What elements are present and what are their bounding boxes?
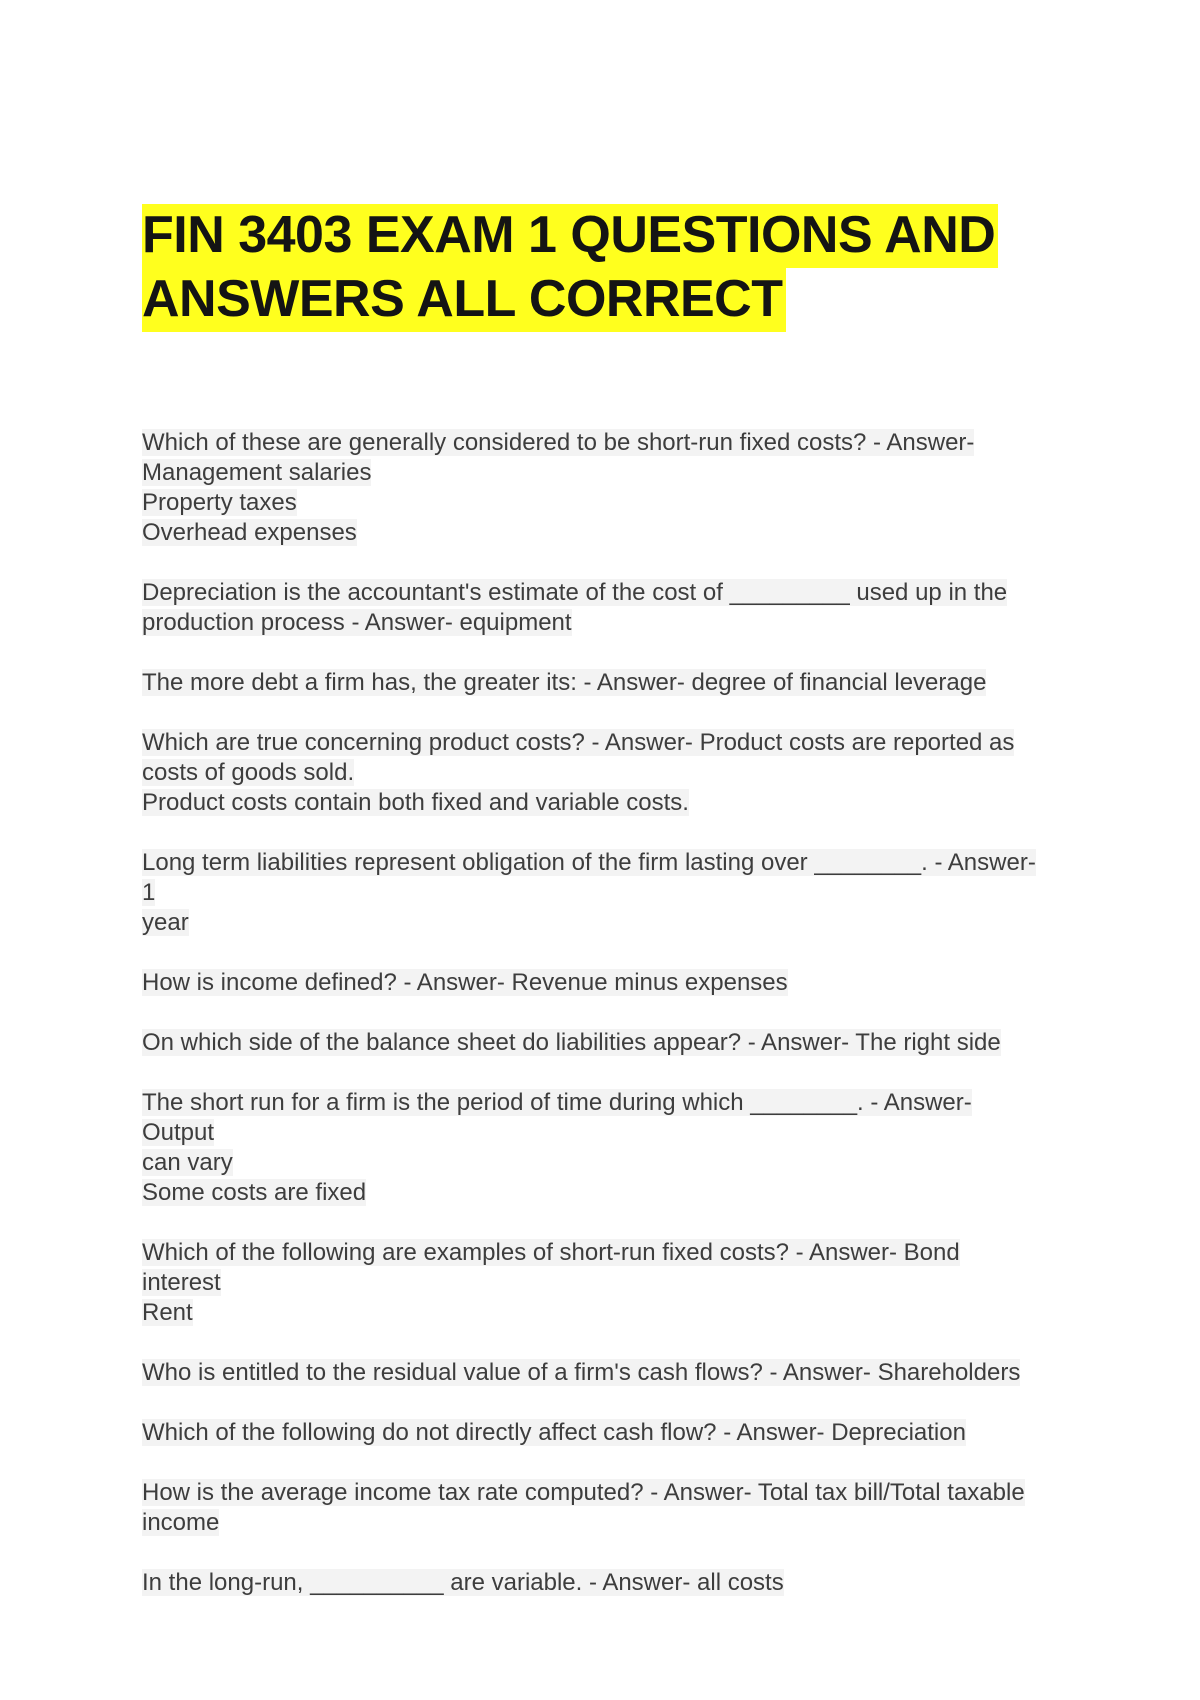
qa-item (142, 578, 1042, 638)
qa-item (142, 848, 1042, 938)
qa-text: Depreciation is the accountant's estimate of the cost of _________ used up in the production process - Answer- equipment (142, 579, 1008, 636)
qa-text: How is the average income tax rate computed? - Answer- Total tax bill/Total taxable income (142, 1479, 1025, 1536)
qa-text: On which side of the balance sheet do liabilities appear? - Answer- The right side (142, 1029, 1001, 1056)
question-answer-list (142, 428, 1042, 1628)
qa-item (142, 1568, 1042, 1598)
qa-item (142, 968, 1042, 998)
qa-item (142, 728, 1042, 818)
qa-text: How is income defined? - Answer- Revenue minus expenses (142, 969, 788, 996)
qa-item (142, 668, 1042, 698)
qa-text: Who is entitled to the residual value of a firm's cash flows? - Answer- Shareholders (142, 1359, 1021, 1386)
qa-text: Which of the following are examples of short-run fixed costs? - Answer- Bond interest Rent (142, 1239, 960, 1326)
qa-text: Which of the following do not directly affect cash flow? - Answer- Depreciation (142, 1419, 966, 1446)
qa-item (142, 1358, 1042, 1388)
qa-text: The short run for a firm is the period of time during which ________. - Answer- Output can vary Some costs are fixed (142, 1089, 972, 1206)
qa-text: The more debt a firm has, the greater its: - Answer- degree of financial leverage (142, 669, 987, 696)
qa-item (142, 1238, 1042, 1328)
qa-item (142, 1478, 1042, 1538)
qa-item (142, 1028, 1042, 1058)
qa-item (142, 428, 1042, 548)
title-line-1: FIN 3403 EXAM 1 QUESTIONS AND (142, 204, 998, 268)
qa-item (142, 1418, 1042, 1448)
qa-text: Which of these are generally considered to be short-run fixed costs? - Answer- Management salaries Property taxes Overhead expenses (142, 429, 975, 546)
document-title (142, 203, 1062, 331)
qa-text: Long term liabilities represent obligation of the firm lasting over ________. - Answer- 1 year (142, 849, 1036, 936)
qa-text: In the long-run, __________ are variable. - Answer- all costs (142, 1569, 784, 1596)
qa-item (142, 1088, 1042, 1208)
title-line-2: ANSWERS ALL CORRECT (142, 268, 786, 332)
qa-text: Which are true concerning product costs? - Answer- Product costs are reported as costs of goods sold. Product costs contain both fixed and variable costs. (142, 729, 1015, 816)
